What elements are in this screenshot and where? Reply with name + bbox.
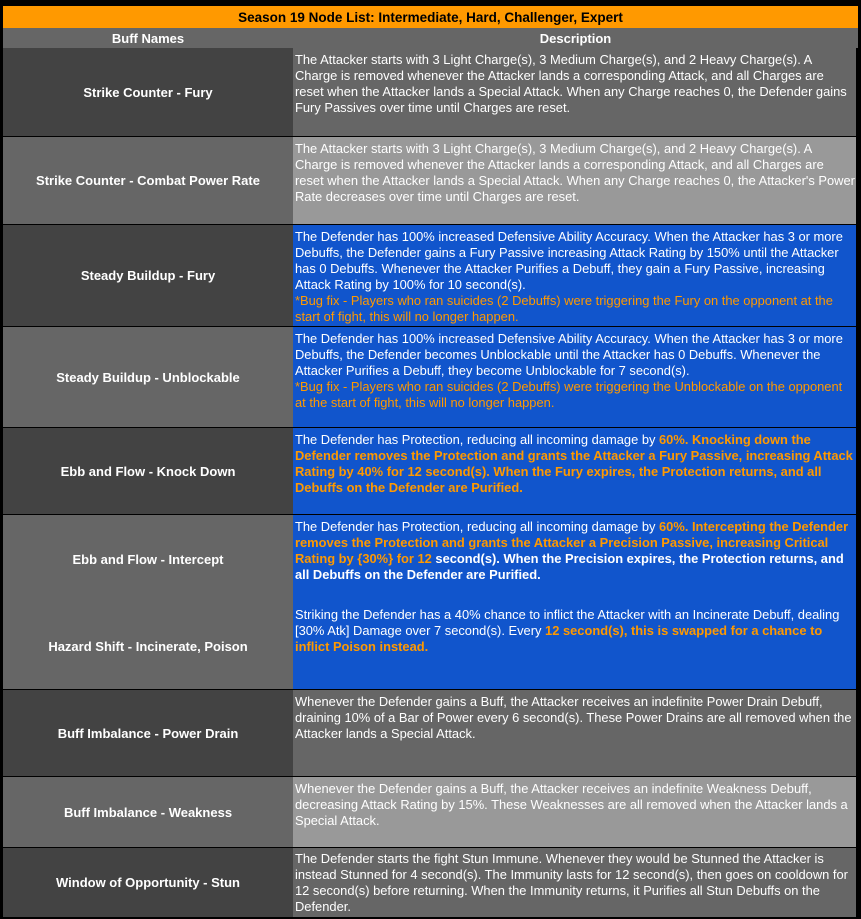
column-header-description: Description (293, 28, 858, 48)
highlighted-text: 60%. Knocking down the Defender removes the Protection and grants the Attacker a Fury Passive, increasing Attack Rating by 40% for 12 second(s). When the Fury expires, the Protection returns, and all Debuffs on the Defender are Purified. (295, 432, 853, 495)
buff-name-cell: Buff Imbalance - Power Drain (3, 690, 293, 776)
description-cell (293, 327, 856, 427)
buff-name-cell: Buff Imbalance - Weakness (3, 777, 293, 847)
highlighted-text: 12 second(s), this is swapped for a chance to inflict Poison instead. (295, 623, 823, 654)
description-cell (293, 515, 856, 603)
table-row (3, 327, 858, 427)
buff-name-cell: Strike Counter - Fury (3, 48, 293, 136)
description-text: The Attacker starts with 3 Light Charge(s), 3 Medium Charge(s), and 2 Heavy Charge(s). A Charge is removed whenever the Attacker lands a corresponding Attack, and all Charges are reset when the Attacker lands a Special Attack. When any Charge reaches 0, the Defender gains Fury Passives over time until Charges are reset. (295, 52, 847, 115)
table-row (3, 777, 858, 847)
description-text: Whenever the Defender gains a Buff, the Attacker receives an indefinite Power Drain Debuff, draining 10% of a Bar of Power every 6 second(s). These Power Drains are all removed when the Attacker lands a Special Attack. (295, 694, 852, 741)
description-text: The Defender has Protection, reducing all incoming damage by (295, 519, 660, 534)
column-header-row (3, 28, 858, 48)
table-row (3, 515, 858, 603)
description-text: Striking the Defender has a 40% chance to inflict the Attacker with an Incinerate Debuff, dealing [30% Atk] Damage over 7 second(s). Every (295, 607, 840, 638)
buff-name-cell: Hazard Shift - Incinerate, Poison (3, 603, 293, 689)
table-row (3, 690, 858, 776)
buff-name-cell: Strike Counter - Combat Power Rate (3, 137, 293, 224)
column-header-buff-names: Buff Names (3, 28, 293, 48)
description-cell (293, 48, 856, 136)
description-text: The Defender starts the fight Stun Immune. Whenever they would be Stunned the Attacker is instead Stunned for 4 second(s). The Immunity lasts for 12 second(s), then goes on cooldown for 12 second(s) before returning. When the Immunity returns, it Purifies all Stun Debuffs on the Defender. (295, 851, 848, 914)
description-text: The Defender has 100% increased Defensive Ability Accuracy. When the Attacker has 3 or more Debuffs, the Defender becomes Unblockable until the Attacker has 0 Debuffs. Whenever the Attacker Purifies a Debuff, they become Unblockable for 7 second(s). (295, 331, 843, 378)
table-row (3, 48, 858, 136)
buff-name-cell: Steady Buildup - Fury (3, 225, 293, 326)
table-row (3, 225, 858, 326)
buff-name-cell: Ebb and Flow - Intercept (3, 515, 293, 603)
description-cell (293, 225, 856, 326)
description-text-bold: second(s). When the Precision expires, the Protection returns, and all Debuffs on the Defender are Purified. (295, 551, 844, 582)
description-text: Whenever the Defender gains a Buff, the Attacker receives an indefinite Weakness Debuff, decreasing Attack Rating by 15%. These Weaknesses are all removed when the Attacker lands a Special Attack. (295, 781, 848, 828)
buff-name-cell: Ebb and Flow - Knock Down (3, 428, 293, 514)
bug-fix-note: *Bug fix - Players who ran suicides (2 Debuffs) were triggering the Fury on the opponent at the start of fight, this will no longer happen. (295, 293, 833, 324)
description-text: The Attacker starts with 3 Light Charge(s), 3 Medium Charge(s), and 2 Heavy Charge(s). A Charge is removed whenever the Attacker lands a corresponding Attack, and all Charges are reset when the Attacker lands a Special Attack. When any Charge reaches 0, the Attacker's Power Rate decreases over time until Charges are reset. (295, 141, 855, 204)
table-row (3, 848, 858, 917)
description-cell (293, 690, 856, 776)
sheet-title: Season 19 Node List: Intermediate, Hard, Challenger, Expert (3, 6, 858, 28)
description-cell (293, 428, 856, 514)
description-text: The Defender has Protection, reducing all incoming damage by (295, 432, 660, 447)
table-row (3, 428, 858, 514)
description-cell (293, 848, 856, 917)
description-cell (293, 777, 856, 847)
description-cell (293, 603, 856, 689)
table-row (3, 137, 858, 224)
highlighted-text: 60%. Intercepting the Defender removes the Protection and grants the Attacker a Precision Passive, increasing Critical Rating by {30%} for 12 (295, 519, 849, 566)
buff-name-cell: Window of Opportunity - Stun (3, 848, 293, 917)
buff-name-cell: Steady Buildup - Unblockable (3, 327, 293, 427)
description-cell (293, 137, 856, 224)
table-row (3, 603, 858, 689)
description-text: The Defender has 100% increased Defensive Ability Accuracy. When the Attacker has 3 or more Debuffs, the Defender gains a Fury Passive increasing Attack Rating by 150% until the Attacker has 0 Debuffs. Whenever the Attacker Purifies a Debuff, they gain a Fury Passive, increasing Attack Rating by 100% for 10 second(s). (295, 229, 843, 292)
bug-fix-note: *Bug fix - Players who ran suicides (2 Debuffs) were triggering the Unblockable on the opponent at the start of fight, this will no longer happen. (295, 379, 843, 410)
